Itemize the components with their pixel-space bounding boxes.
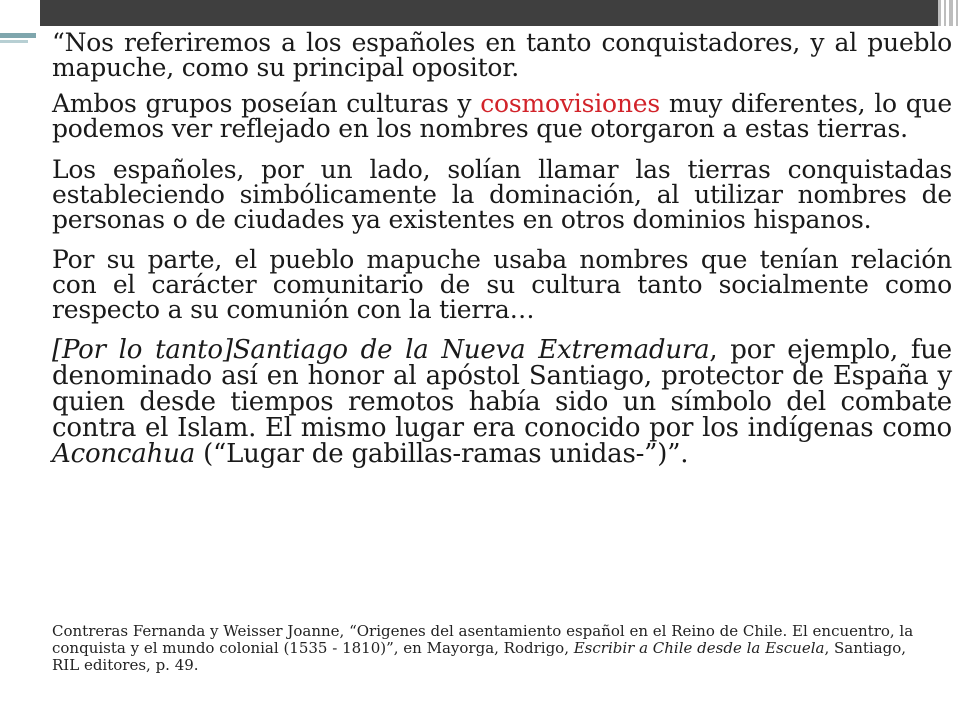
quote-body (52, 30, 952, 478)
paragraph-2-after: muy diferentes, lo que podemos ver reflejado en los nombres que otorgaron a estas tierras. (52, 89, 953, 143)
source-citation (52, 623, 922, 674)
citation-part-2: , Santiago, RIL editores, p. 49. (52, 639, 907, 674)
paragraph-2-before: Ambos grupos poseían culturas y (52, 89, 481, 118)
paragraph-3-text: Los españoles, por un lado, solían llamar las tierras conquistadas estableciendo simbólicamente la dominación, al utilizar nombres de personas o de ciudades ya existentes en otros dominios hispanos. (52, 155, 952, 234)
paragraph-2 (52, 91, 952, 141)
paragraph-3 (52, 157, 952, 232)
paragraph-1-text: Nos referiremos a los españoles en tanto conquistadores, y al pueblo mapuche, como su principal opositor. (52, 28, 952, 82)
paragraph-1 (52, 30, 952, 80)
paragraph-5-italic-lead: [Por lo tanto]Santiago de la Nueva Extremadura (52, 335, 710, 365)
paragraph-5-end: (“Lugar de gabillas-ramas unidas-”)”. (195, 439, 689, 469)
right-decorative-lines (936, 0, 960, 26)
opening-quote-mark: “ (52, 28, 65, 57)
citation-book-title: Escribir a Chile desde la Escuela (573, 639, 825, 657)
paragraph-5 (52, 337, 952, 467)
highlighted-term: cosmovisiones (480, 89, 660, 118)
left-accent-mark-secondary (0, 40, 28, 43)
paragraph-4 (52, 247, 952, 322)
paragraph-4-text: Por su parte, el pueblo mapuche usaba nombres que tenían relación con el carácter comunitario de su cultura tanto socialmente como respecto a su comunión con la tierra… (52, 245, 952, 324)
paragraph-5-middle: , por ejemplo, fue denominado así en honor al apóstol Santiago, protector de España y quien desde tiempos remotos había sido un símbolo del combate contra el Islam. El mismo lugar era conocido por los indígenas como (52, 335, 952, 443)
top-decorative-bar (40, 0, 938, 26)
left-accent-mark (0, 33, 36, 38)
paragraph-5-italic-word: Aconcahua (52, 439, 195, 469)
citation-part-1: Contreras Fernanda y Weisser Joanne, “Origenes del asentamiento español en el Reino de Chile. El encuentro, la conquista y el mundo colonial (1535 - 1810)”, en Mayorga, Rodrigo, (52, 622, 914, 657)
